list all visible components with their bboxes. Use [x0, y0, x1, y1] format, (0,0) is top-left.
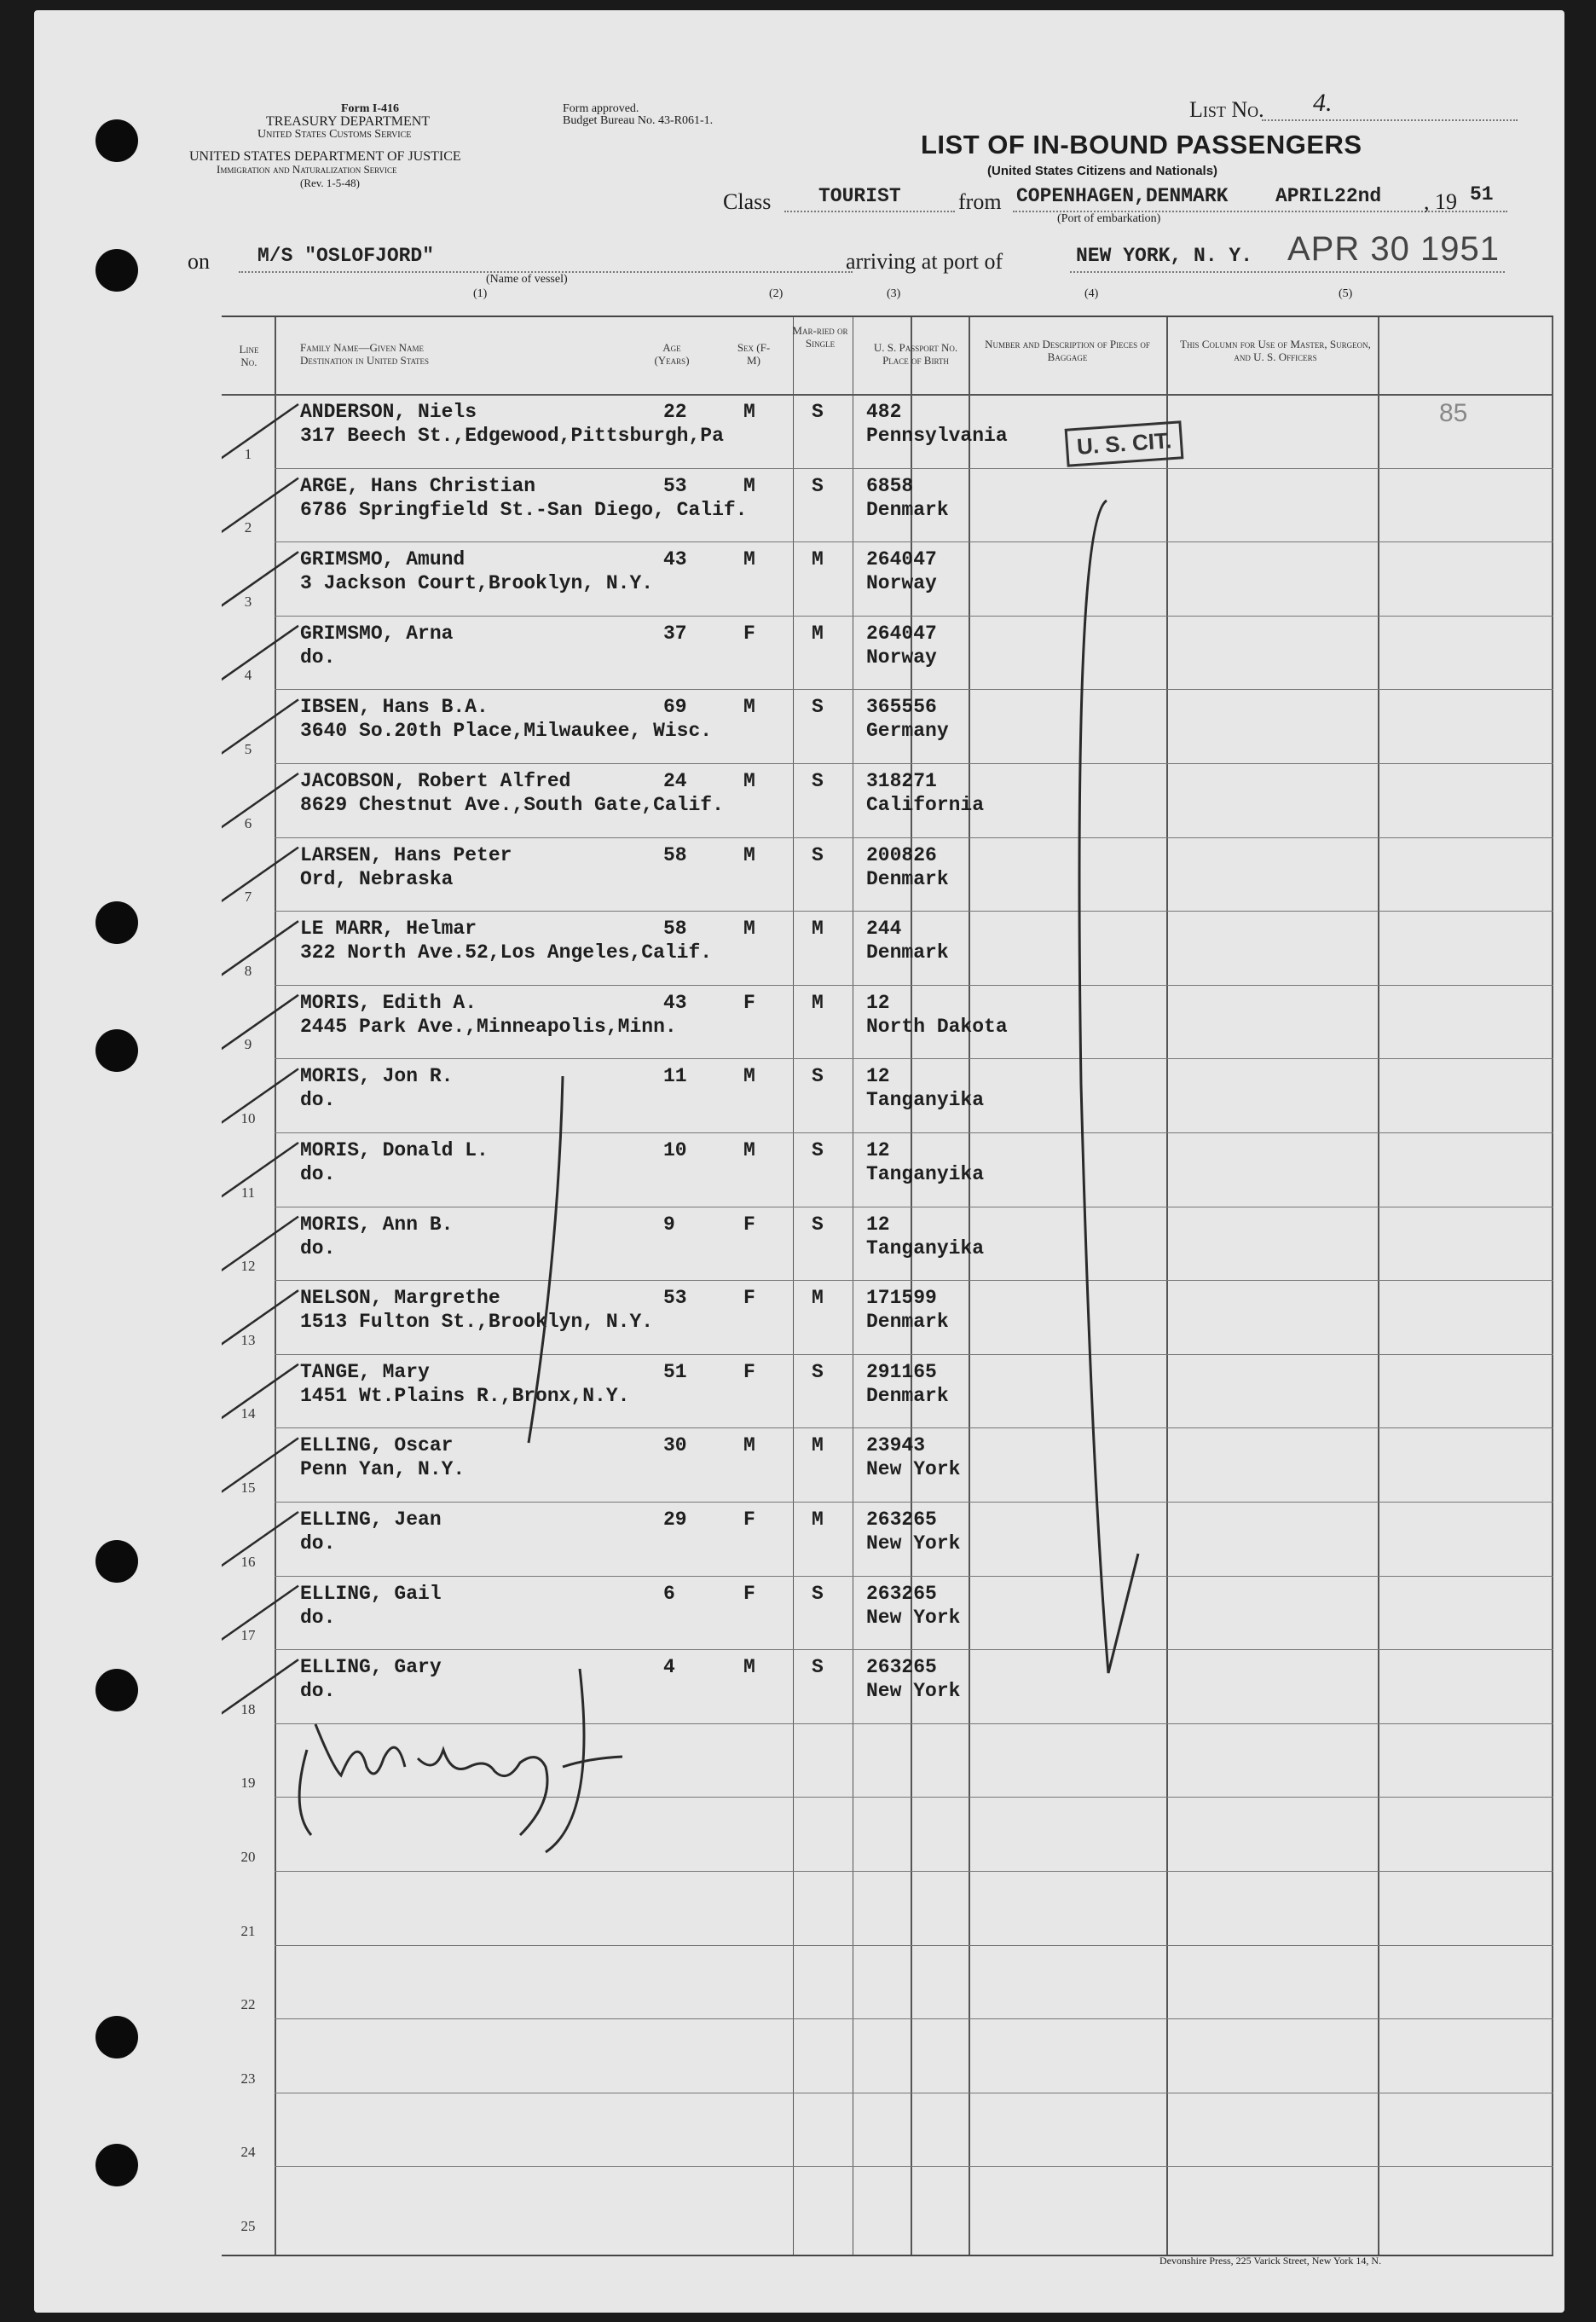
passenger-marital-status: S: [812, 1582, 824, 1605]
passenger-age: 37: [663, 622, 687, 645]
passenger-sex: M: [743, 918, 755, 941]
passenger-destination: 322 North Ave.52,Los Angeles,Calif.: [300, 941, 713, 964]
line-number: 23: [240, 2070, 256, 2087]
passenger-age: 51: [663, 1360, 687, 1383]
passenger-destination: 8629 Chestnut Ave.,South Gate,Calif.: [300, 794, 724, 816]
passenger-age: 43: [663, 548, 687, 571]
line-number: 8: [244, 962, 252, 979]
passenger-name: MORIS, Ann B.: [300, 1213, 454, 1236]
ins-label: Immigration and Naturalization Service: [217, 163, 397, 176]
binder-hole: [95, 249, 138, 292]
passenger-passport: 6858: [866, 474, 914, 497]
passenger-name: TANGE, Mary: [300, 1360, 430, 1383]
passenger-destination: 1513 Fulton St.,Brooklyn, N.Y.: [300, 1311, 654, 1334]
line-number: 20: [240, 1849, 256, 1865]
binder-hole: [95, 1669, 138, 1711]
passenger-name: ELLING, Oscar: [300, 1434, 454, 1457]
passenger-name: GRIMSMO, Arna: [300, 622, 454, 645]
passenger-marital-status: S: [812, 1065, 824, 1088]
on-label: on: [188, 249, 210, 274]
passenger-passport: 482: [866, 401, 902, 423]
passenger-name: LE MARR, Helmar: [300, 918, 477, 941]
passenger-name: MORIS, Jon R.: [300, 1065, 454, 1088]
passenger-age: 9: [663, 1213, 675, 1236]
passenger-age: 69: [663, 696, 687, 719]
row-line: [275, 2018, 1553, 2019]
passenger-name: JACOBSON, Robert Alfred: [300, 770, 571, 792]
line-number: 18: [240, 1700, 256, 1717]
passenger-birthplace: New York: [866, 1606, 961, 1629]
table-row: [222, 1132, 1553, 1207]
passenger-birthplace: Tanganyika: [866, 1236, 985, 1259]
signature: [299, 1724, 622, 1835]
treasury-label: TREASURY DEPARTMENT: [266, 114, 431, 129]
line-number: 24: [240, 2144, 256, 2161]
passenger-passport: 12: [866, 991, 890, 1014]
row-line: [275, 1871, 1553, 1872]
passenger-passport: 23943: [866, 1434, 926, 1457]
passenger-name: LARSEN, Hans Peter: [300, 843, 512, 866]
passenger-sex: M: [743, 1656, 755, 1679]
passenger-age: 6: [663, 1582, 675, 1605]
passenger-name: IBSEN, Hans B.A.: [300, 696, 489, 719]
passenger-marital-status: S: [812, 474, 824, 497]
manifest-page: [34, 10, 1564, 2313]
binder-hole: [95, 2016, 138, 2059]
row-line: [275, 1797, 1553, 1798]
list-no-dotline: [1262, 119, 1518, 121]
passenger-destination: 2445 Park Ave.,Minneapolis,Minn.: [300, 1015, 677, 1038]
form-number: Form I-416: [341, 102, 400, 115]
list-no-label: List No.: [1189, 97, 1264, 122]
passenger-birthplace: Denmark: [866, 1384, 949, 1407]
table-row: [222, 468, 1553, 542]
line-number: 16: [240, 1553, 256, 1570]
passenger-passport: 263265: [866, 1508, 937, 1531]
page-subtitle: (United States Citizens and Nationals): [987, 164, 1218, 178]
binder-hole: [95, 901, 138, 944]
table-row: [222, 1354, 1553, 1428]
row-line: [275, 2166, 1553, 2167]
table-row: [222, 394, 1553, 468]
passenger-destination: 3 Jackson Court,Brooklyn, N.Y.: [300, 572, 654, 595]
passenger-birthplace: Germany: [866, 720, 949, 743]
class-value: TOURIST: [818, 185, 901, 207]
passenger-birthplace: Norway: [866, 572, 937, 595]
passenger-passport: 12: [866, 1065, 890, 1088]
passenger-name: ANDERSON, Niels: [300, 401, 477, 423]
line-number: 17: [240, 1627, 256, 1644]
line-number: 22: [240, 1996, 256, 2013]
passenger-birthplace: Denmark: [866, 1311, 949, 1334]
passenger-age: 24: [663, 770, 687, 792]
passenger-age: 53: [663, 474, 687, 497]
passenger-marital-status: S: [812, 843, 824, 866]
passenger-marital-status: M: [812, 918, 824, 941]
passenger-age: 58: [663, 918, 687, 941]
officer-note: 85: [1439, 399, 1468, 427]
passenger-passport: 171599: [866, 1287, 937, 1310]
row-line: [275, 1723, 1553, 1724]
header-destination: Destination in United States: [300, 354, 430, 367]
table-row: [222, 911, 1553, 985]
arriving-label: arriving at port of: [846, 249, 1003, 274]
passenger-sex: F: [743, 622, 755, 645]
passenger-name: MORIS, Edith A.: [300, 991, 477, 1014]
line-number: 12: [240, 1258, 256, 1275]
passenger-name: ELLING, Gary: [300, 1656, 442, 1679]
passenger-birthplace: Pennsylvania: [866, 425, 1008, 447]
header-officers: This Column for Use of Master, Surgeon, and U. S. Officers: [1180, 338, 1371, 363]
passenger-passport: 318271: [866, 770, 937, 792]
passenger-passport: 264047: [866, 548, 937, 571]
line-number: 7: [244, 889, 252, 906]
passenger-destination: do.: [300, 1606, 336, 1629]
arrival-date-stamp: APR 30 1951: [1287, 230, 1500, 268]
budget-label: Budget Bureau No. 43-R061-1.: [563, 114, 714, 127]
passenger-birthplace: Tanganyika: [866, 1163, 985, 1185]
passenger-sex: F: [743, 991, 755, 1014]
line-number: 25: [240, 2218, 256, 2234]
justice-label: UNITED STATES DEPARTMENT OF JUSTICE: [189, 149, 461, 164]
passenger-sex: M: [743, 1434, 755, 1457]
header-name: Family Name—Given Name: [300, 341, 424, 354]
line-number: 3: [244, 593, 252, 610]
passenger-sex: M: [743, 548, 755, 571]
passenger-destination: Penn Yan, N.Y.: [300, 1458, 466, 1481]
line-number: 13: [240, 1331, 256, 1348]
passenger-sex: F: [743, 1287, 755, 1310]
passenger-age: 22: [663, 401, 687, 423]
passenger-name: ELLING, Jean: [300, 1508, 442, 1531]
passenger-age: 4: [663, 1656, 675, 1679]
passenger-table: [222, 316, 1553, 2256]
year-prefix: , 19: [1424, 189, 1457, 214]
table-row: [222, 616, 1553, 690]
embark-date-value: APRIL22nd: [1275, 185, 1382, 207]
passenger-age: 58: [663, 843, 687, 866]
header-passport: U. S. Passport No. Place of Birth: [873, 341, 958, 367]
passenger-passport: 263265: [866, 1582, 937, 1605]
header-age: Age (Years): [654, 341, 690, 367]
passenger-destination: Ord, Nebraska: [300, 867, 454, 890]
revision-label: (Rev. 1-5-48): [300, 177, 360, 189]
passenger-birthplace: Denmark: [866, 867, 949, 890]
passenger-destination: do.: [300, 1089, 336, 1112]
approved-label: Form approved.: [563, 102, 639, 115]
passenger-sex: M: [743, 401, 755, 423]
passenger-name: NELSON, Margrethe: [300, 1287, 500, 1310]
passenger-passport: 291165: [866, 1360, 937, 1383]
passenger-marital-status: M: [812, 1434, 824, 1457]
passenger-marital-status: M: [812, 1287, 824, 1310]
passenger-sex: M: [743, 770, 755, 792]
table-row: [222, 763, 1553, 837]
passenger-sex: M: [743, 474, 755, 497]
passenger-birthplace: New York: [866, 1532, 961, 1555]
passenger-age: 43: [663, 991, 687, 1014]
passenger-passport: 365556: [866, 696, 937, 719]
from-label: from: [958, 189, 1002, 214]
passenger-marital-status: M: [812, 548, 824, 571]
page-title: LIST OF IN-BOUND PASSENGERS: [921, 130, 1362, 159]
passenger-name: GRIMSMO, Amund: [300, 548, 466, 571]
passenger-destination: 3640 So.20th Place,Milwaukee, Wisc.: [300, 720, 713, 743]
binder-hole: [95, 119, 138, 162]
vessel-caption: (Name of vessel): [486, 273, 568, 286]
passenger-birthplace: New York: [866, 1680, 961, 1703]
line-number: 4: [244, 667, 252, 684]
passenger-marital-status: S: [812, 696, 824, 719]
table-row: [222, 1207, 1553, 1281]
row-line: [275, 1945, 1553, 1946]
line-number: 15: [240, 1479, 256, 1496]
class-dotline: [784, 211, 955, 212]
arrival-port-value: NEW YORK, N. Y.: [1076, 245, 1253, 267]
binder-hole: [95, 1540, 138, 1583]
header-baggage: Number and Description of Pieces of Baggage: [985, 338, 1150, 363]
line-number: 6: [244, 814, 252, 831]
passenger-destination: do.: [300, 1236, 336, 1259]
passenger-sex: M: [743, 1139, 755, 1161]
line-number: 11: [240, 1184, 256, 1201]
passenger-marital-status: S: [812, 1360, 824, 1383]
passenger-destination: 6786 Springfield St.-San Diego, Calif.: [300, 498, 748, 521]
table-row: [222, 837, 1553, 912]
passenger-sex: M: [743, 1065, 755, 1088]
line-number: 21: [240, 1922, 256, 1939]
printer-credit: Devonshire Press, 225 Varick Street, New York 14, N.: [1159, 2255, 1382, 2267]
passenger-name: ARGE, Hans Christian: [300, 474, 536, 497]
embark-port-value: COPENHAGEN,DENMARK: [1016, 185, 1229, 207]
table-row: [222, 1576, 1553, 1650]
table-row: [222, 541, 1553, 616]
header-married: Mar-ried or Single: [792, 324, 848, 350]
passenger-destination: do.: [300, 1163, 336, 1185]
customs-label: United States Customs Service: [257, 128, 412, 141]
passenger-birthplace: North Dakota: [866, 1015, 1008, 1038]
line-number: 19: [240, 1775, 256, 1792]
passenger-marital-status: M: [812, 1508, 824, 1531]
embark-caption: (Port of embarkation): [1057, 212, 1161, 225]
passenger-destination: do.: [300, 1680, 336, 1703]
col-num-3: (3): [887, 287, 901, 300]
passenger-passport: 264047: [866, 622, 937, 645]
year-value: 51: [1470, 183, 1494, 206]
passenger-age: 29: [663, 1508, 687, 1531]
passenger-sex: M: [743, 696, 755, 719]
passenger-marital-status: M: [812, 991, 824, 1014]
table-row: [222, 689, 1553, 763]
passenger-birthplace: Tanganyika: [866, 1089, 985, 1112]
passenger-marital-status: M: [812, 622, 824, 645]
passenger-marital-status: S: [812, 770, 824, 792]
passenger-passport: 200826: [866, 843, 937, 866]
passenger-birthplace: Denmark: [866, 941, 949, 964]
line-number: 5: [244, 741, 252, 757]
col-num-5: (5): [1339, 287, 1353, 300]
binder-hole: [95, 1029, 138, 1072]
passenger-age: 53: [663, 1287, 687, 1310]
us-citizen-stamp: U. S. CIT.: [1065, 420, 1184, 466]
vessel-name: M/S "OSLOFJORD": [257, 245, 435, 267]
passenger-birthplace: Denmark: [866, 498, 949, 521]
binder-hole: [95, 2144, 138, 2186]
class-label: Class: [723, 189, 772, 214]
passenger-name: ELLING, Gail: [300, 1582, 442, 1605]
list-no-value: 4.: [1313, 89, 1333, 117]
passenger-name: MORIS, Donald L.: [300, 1139, 489, 1161]
header-line-no: Line No.: [239, 343, 259, 368]
line-number: 2: [244, 519, 252, 536]
passenger-passport: 12: [866, 1213, 890, 1236]
passenger-passport: 244: [866, 918, 902, 941]
table-row: [222, 1502, 1553, 1576]
line-number: 9: [244, 1036, 252, 1053]
line-number: 14: [240, 1405, 256, 1422]
header-sex: Sex (F-M): [737, 341, 771, 367]
line-number: 1: [244, 445, 252, 462]
passenger-sex: F: [743, 1508, 755, 1531]
passenger-sex: F: [743, 1360, 755, 1383]
passenger-marital-status: S: [812, 1656, 824, 1679]
passenger-birthplace: New York: [866, 1458, 961, 1481]
col-num-2: (2): [769, 287, 784, 300]
table-row: [222, 1427, 1553, 1502]
passenger-sex: F: [743, 1213, 755, 1236]
arrival-dotline: [1070, 271, 1505, 273]
line-number: 10: [240, 1110, 256, 1126]
passenger-age: 10: [663, 1139, 687, 1161]
table-row: [222, 1058, 1553, 1132]
passenger-marital-status: S: [812, 401, 824, 423]
passenger-destination: 1451 Wt.Plains R.,Bronx,N.Y.: [300, 1384, 630, 1407]
passenger-marital-status: S: [812, 1213, 824, 1236]
passenger-age: 11: [663, 1065, 687, 1088]
table-row: [222, 1280, 1553, 1354]
col-num-1: (1): [473, 287, 488, 300]
passenger-passport: 12: [866, 1139, 890, 1161]
passenger-passport: 263265: [866, 1656, 937, 1679]
passenger-birthplace: Norway: [866, 646, 937, 669]
table-row: [222, 985, 1553, 1059]
passenger-sex: F: [743, 1582, 755, 1605]
passenger-destination: do.: [300, 1532, 336, 1555]
passenger-birthplace: California: [866, 794, 985, 816]
col-num-4: (4): [1084, 287, 1099, 300]
passenger-destination: 317 Beech St.,Edgewood,Pittsburgh,Pa: [300, 425, 724, 447]
passenger-age: 30: [663, 1434, 687, 1457]
table-row: [222, 1649, 1553, 1723]
passenger-marital-status: S: [812, 1139, 824, 1161]
passenger-sex: M: [743, 843, 755, 866]
passenger-destination: do.: [300, 646, 336, 669]
